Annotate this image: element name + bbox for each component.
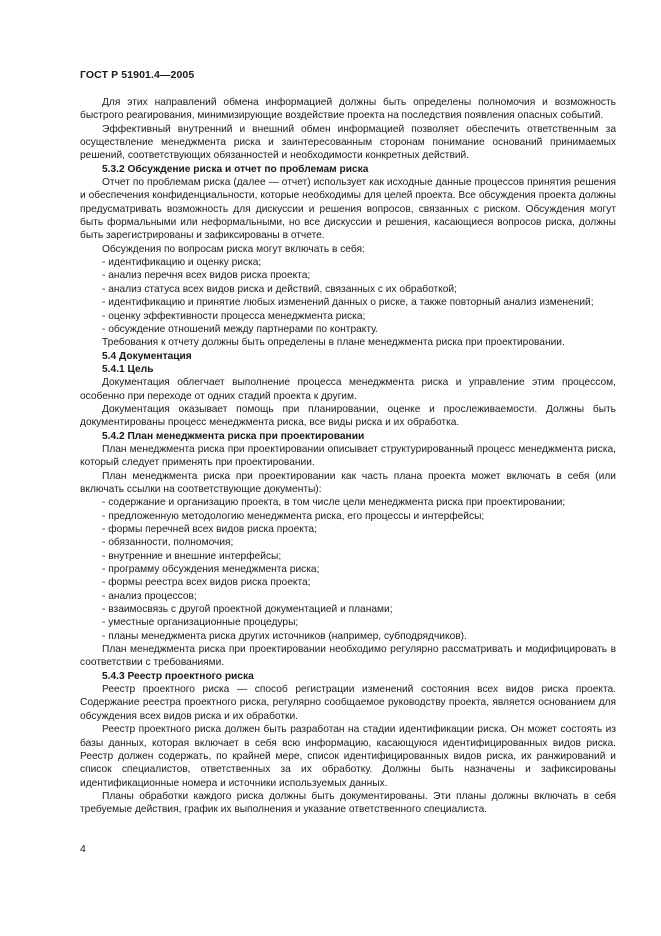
list-item: - обязанности, полномочия; xyxy=(102,537,234,549)
list-item: - содержание и организацию проекта, в том числе цели менеджмента риска при проектировании; xyxy=(102,497,566,509)
list-item: - формы реестра всех видов риска проекта; xyxy=(102,577,311,589)
list-item: - анализ перечня всех видов риска проекта; xyxy=(102,270,311,282)
list-item: - оценку эффективности процесса менеджмента риска; xyxy=(102,310,366,322)
list-item: - обсуждение отношений между партнерами по контракту. xyxy=(102,323,379,335)
list-item: - идентификацию и оценку риска; xyxy=(102,257,262,269)
list-item: - анализ процессов; xyxy=(102,590,197,602)
paragraph: Отчет по проблемам риска (далее — отчет) использует как исходные данные процессов принятия решения и обеспечения конфиденциальности, которые необходимы для целей проекта. Все обсуждения проекта должны предусматривать возможность для дискуссии и решения вопросов, связанных с риском. Обсуждения могут быть формальными или неформальными, но все дискуссии и решения, касающиеся вопросов риска, должны быть зарегистрированы и зафиксированы в отчете. xyxy=(80,177,616,242)
list-item: - идентификацию и принятие любых изменений данных о риске, а также повторный анализ изменений; xyxy=(102,297,594,309)
paragraph: Обсуждения по вопросам риска могут включать в себя: xyxy=(102,243,365,255)
list-item: - планы менеджмента риска других источников (например, субподрядчиков). xyxy=(102,630,467,642)
list-item: - предложенную методологию менеджмента риска, его процессы и интерфейсы; xyxy=(102,510,485,522)
page-number: 4 xyxy=(80,843,86,855)
paragraph: Планы обработки каждого риска должны быть документированы. Эти планы должны включать в себя требуемые действия, график их выполнения и указание ответственного специалиста. xyxy=(80,790,616,816)
section-heading: 5.3.2 Обсуждение риска и отчет по проблемам риска xyxy=(102,163,369,175)
list-item: - формы перечней всех видов риска проекта; xyxy=(102,524,317,535)
section-heading: 5.4.1 Цель xyxy=(102,363,154,375)
list-item: - программу обсуждения менеджмента риска; xyxy=(102,564,320,576)
paragraph: План менеджмента риска при проектировании как часть плана проекта может включать в себя (или включать ссылки на соответствующие документы): xyxy=(80,470,616,495)
standard-code-header: ГОСТ Р 51901.4—2005 xyxy=(80,69,195,81)
paragraph: Требования к отчету должны быть определены в плане менеджмента риска при проектировании. xyxy=(102,337,565,349)
paragraph: План менеджмента риска при проектировании описывает структурированный процесс менеджмента риска, который следует применять при проектировании. xyxy=(80,443,616,469)
list-item: - анализ статуса всех видов риска и действий, связанных с их обработкой; xyxy=(102,283,457,295)
list-item: - уместные организационные процедуры; xyxy=(102,617,299,629)
list-item: - взаимосвязь с другой проектной документацией и планами; xyxy=(102,604,393,616)
body-content xyxy=(80,96,616,817)
paragraph: Для этих направлений обмена информацией должны быть определены полномочия и возможность быстрого реагирования, минимизирующие воздействие проекта на последствия появления опасных событий. xyxy=(80,97,616,122)
paragraph: План менеджмента риска при проектировании необходимо регулярно рассматривать и модифицировать в соответствии с требованиями. xyxy=(80,644,616,669)
paragraph: Реестр проектного риска должен быть разработан на стадии идентификации риска. Он может состоять из базы данных, которая включает в себя всю информацию, касающуюся идентифицированных видов риска. Реестр должен содержать, по крайней мере, список идентифицированных видов риска, их ранжирований и список специалистов, ответственных за их обработку. Должны быть назначены и зафиксированы идентификационные номера и источники используемых данных. xyxy=(80,724,616,789)
section-heading: 5.4.3 Реестр проектного риска xyxy=(102,670,254,682)
paragraph: Эффективный внутренний и внешний обмен информацией позволяет обеспечить ответственным за осуществление менеджмента риска и заинтересованным сторонам понимание оснований принимаемых решений, соответствующих обязанностей и необходимости конкретных действий. xyxy=(80,123,616,162)
section-heading: 5.4.2 План менеджмента риска при проектировании xyxy=(102,430,365,442)
section-heading: 5.4 Документация xyxy=(102,350,192,362)
paragraph: Документация облегчает выполнение процесса менеджмента риска и управление этим процессом, особенно при переходе от одних стадий проекта к другим. xyxy=(80,377,616,402)
list-item: - внутренние и внешние интерфейсы; xyxy=(102,550,282,562)
paragraph: Реестр проектного риска — способ регистрации изменений состояния всех видов риска проекта. Содержание реестра проектного риска, регулярно сообщаемое руководству проекта, является основанием для обсуждения всех видов риска и их обработки. xyxy=(80,684,616,722)
paragraph: Документация оказывает помощь при планировании, оценке и прослеживаемости. Должны быть документированы процесс менеджмента риска, все виды риска и их обработка. xyxy=(80,403,616,429)
